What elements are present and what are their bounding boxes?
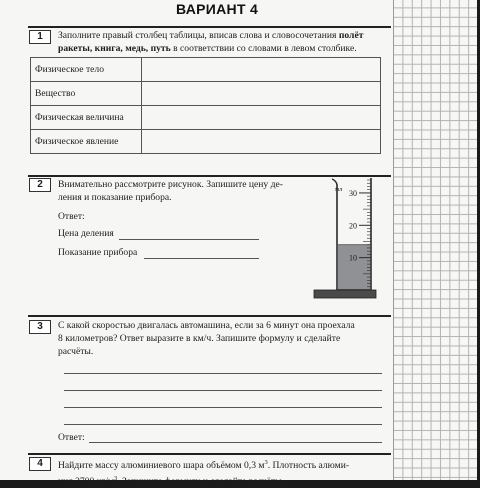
scale-tick-label: 30	[349, 188, 357, 198]
answer-cell[interactable]	[142, 130, 381, 154]
q2-text	[58, 178, 320, 204]
q1-text-a: Заполните правый столбец таблицы, вписав слова и словосочетания	[58, 30, 339, 41]
q2-number: 2	[29, 178, 51, 192]
q1-text-b: в соответствии со словами в левом столбике.	[170, 43, 357, 54]
q4-text-1a: Найдите массу алюминиевого шара объёмом 0,3 м	[58, 460, 265, 472]
cylinder-liquid	[338, 245, 370, 290]
q2-field2-line[interactable]	[144, 258, 259, 259]
q3-text-line2: 8 километров? Ответ выразите в км/ч. Запишите формулу и сделайте	[58, 333, 341, 344]
q2-field2-label: Показание прибора	[58, 247, 138, 258]
measuring-cylinder	[305, 176, 385, 304]
q3-writing-line[interactable]	[64, 373, 382, 374]
q2-field1-label: Цена деления	[58, 228, 114, 239]
q1-terms-table	[30, 57, 381, 154]
scale-tick-label: 10	[349, 253, 357, 263]
q4-text-2b: . Запишите формулу и сделайте расчёты.	[117, 476, 284, 488]
table-row	[31, 130, 381, 154]
answer-cell[interactable]	[142, 106, 381, 130]
q1-text-bold1: полёт	[338, 30, 364, 41]
q2-answer-label: Ответ:	[58, 211, 85, 222]
cylinder-spout	[332, 179, 337, 184]
q4-text-1b: . Плотность алюми-	[267, 460, 350, 472]
answer-cell[interactable]	[142, 58, 381, 82]
row-label: Вещество	[31, 82, 142, 106]
page-title: ВАРИАНТ 4	[176, 1, 259, 17]
q3-text-line3: расчёты.	[58, 346, 94, 357]
q3-answer-line[interactable]	[89, 442, 382, 443]
table-row	[31, 82, 381, 106]
q3-writing-line[interactable]	[64, 390, 382, 391]
q3-text-line1: С какой скоростью двигалась автомашина, если за 6 минут она проехала	[58, 320, 355, 331]
q4-text-2sup: 3	[114, 475, 118, 483]
row-label: Физическое явление	[31, 130, 142, 154]
q1-number: 1	[29, 30, 51, 44]
liquid-fill	[338, 245, 370, 290]
q2-text-line1: Внимательно рассмотрите рисунок. Запишите цену де-	[58, 179, 283, 190]
q3-writing-line[interactable]	[64, 407, 382, 408]
q1-text	[58, 29, 390, 55]
q3-top-rule	[28, 315, 391, 317]
q4-text-1sup: 3	[264, 459, 268, 466]
q4-top-rule	[28, 453, 391, 455]
q3-writing-line[interactable]	[64, 424, 382, 425]
q2-text-line2: ления и показание прибора.	[58, 192, 172, 203]
q3-number: 3	[29, 320, 51, 334]
q4-number: 4	[29, 457, 51, 471]
cylinder-unit-label: мл	[335, 186, 343, 193]
q1-text-bold2: ракеты, книга, медь, путь	[58, 43, 171, 54]
q3-text	[58, 319, 392, 358]
scale-tick-label: 20	[349, 221, 357, 231]
row-label: Физическая величина	[31, 106, 142, 130]
answer-cell[interactable]	[142, 82, 381, 106]
q3-answer-label: Ответ:	[58, 432, 85, 443]
table-row	[31, 106, 381, 130]
graph-paper-margin	[393, 0, 477, 480]
q1-top-rule	[28, 26, 391, 28]
table-row	[31, 58, 381, 82]
cylinder-base	[314, 290, 376, 298]
q4-text	[58, 456, 392, 488]
q2-field1-line[interactable]	[119, 239, 259, 240]
q4-text-2a: ния 2700 кг/м	[58, 476, 114, 488]
row-label: Физическое тело	[31, 58, 142, 82]
